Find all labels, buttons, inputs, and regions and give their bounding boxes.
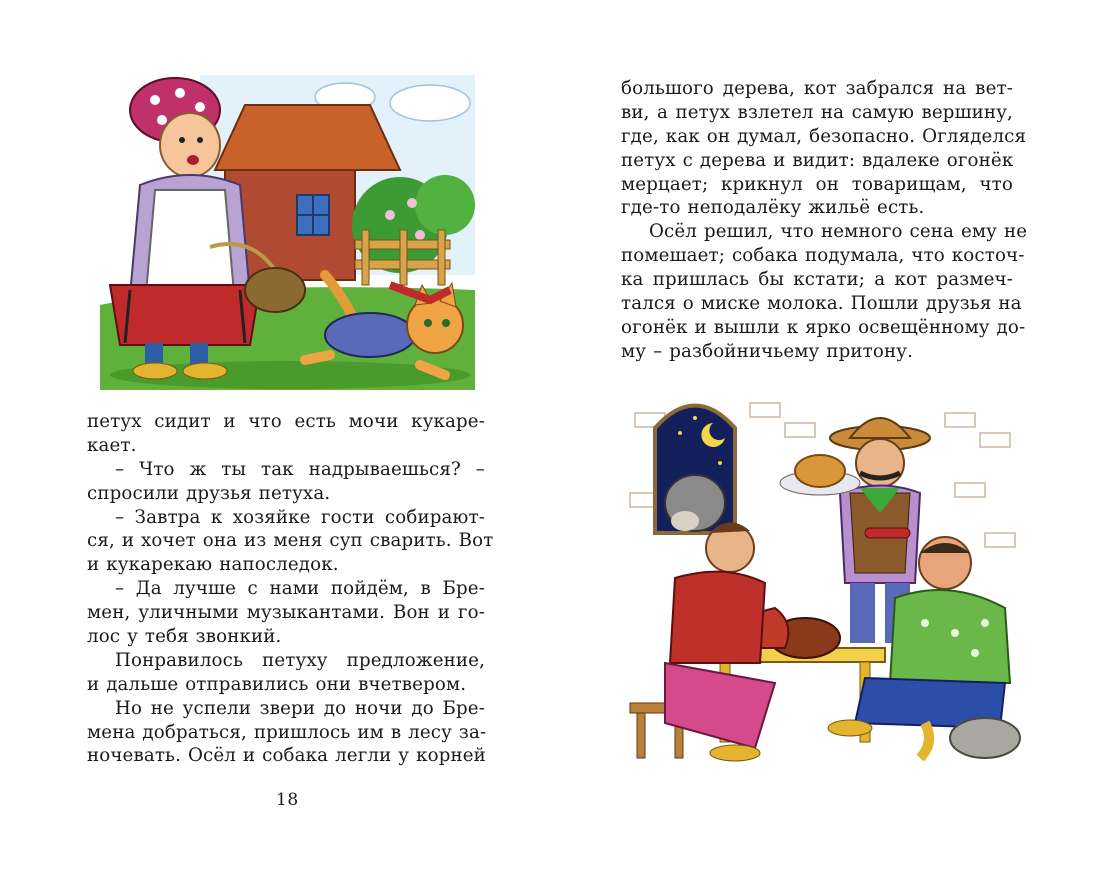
right-page-text [621,77,1028,364]
text-line: и дальше отправились они вчетвером. [87,673,467,695]
robbers-feast-illustration [625,383,1025,778]
text-line: мен, уличными музыкантами. Вон и го- [87,602,485,624]
text-line: спросили друзья петуха. [87,482,331,504]
text-line: Понравилось петуху предложение, [115,649,485,671]
text-line: Осёл решил, что немного сена ему не [649,221,1028,243]
text-line: ви, а петух взлетел на самую вершину, [621,101,1013,123]
text-line: кает. [87,434,137,456]
woman-with-cat-illustration [100,75,475,390]
text-line: помешает; собака подумала, что косточ- [621,245,1025,267]
page-number: 18 [276,790,299,810]
text-line: петух с дерева и видит: вдалеке огонёк [621,149,1014,171]
text-line: и кукарекаю напоследок. [87,554,339,576]
text-line: Но не успели звери до ночи до Бре- [115,697,485,719]
left-page-text [87,410,494,768]
text-line: где-то неподалёку жильё есть. [621,197,925,219]
text-line: мена добраться, пришлось им в лесу за- [87,721,487,743]
text-line: лос у тебя звонкий. [87,626,282,648]
right-page [550,0,1100,873]
text-line: петух сидит и что есть мочи кукаре- [87,411,485,432]
text-line: большого дерева, кот забрался на вет- [621,78,1013,99]
text-line: тался о миске молока. Пошли друзья на [621,293,1022,315]
text-line: му – разбойничьему притону. [621,340,914,362]
text-line: – Да лучше с нами пойдём, в Бре- [115,578,485,600]
text-line: – Завтра к хозяйке гости собирают- [115,506,485,528]
text-line: ночевать. Осёл и собака легли у корней [87,745,486,767]
text-line: ка пришлась бы кстати; а кот размеч- [621,269,1013,291]
text-line: ся, и хочет она из меня суп сварить. Вот [87,530,494,552]
text-line: где, как он думал, безопасно. Огляделся [621,125,1027,147]
text-line: огонёк и вышли к ярко освещённому до- [621,316,1026,338]
text-line: – Что ж ты так надрываешься? – [115,458,485,480]
text-line: мерцает; крикнул он товарищам, что [621,173,1013,195]
